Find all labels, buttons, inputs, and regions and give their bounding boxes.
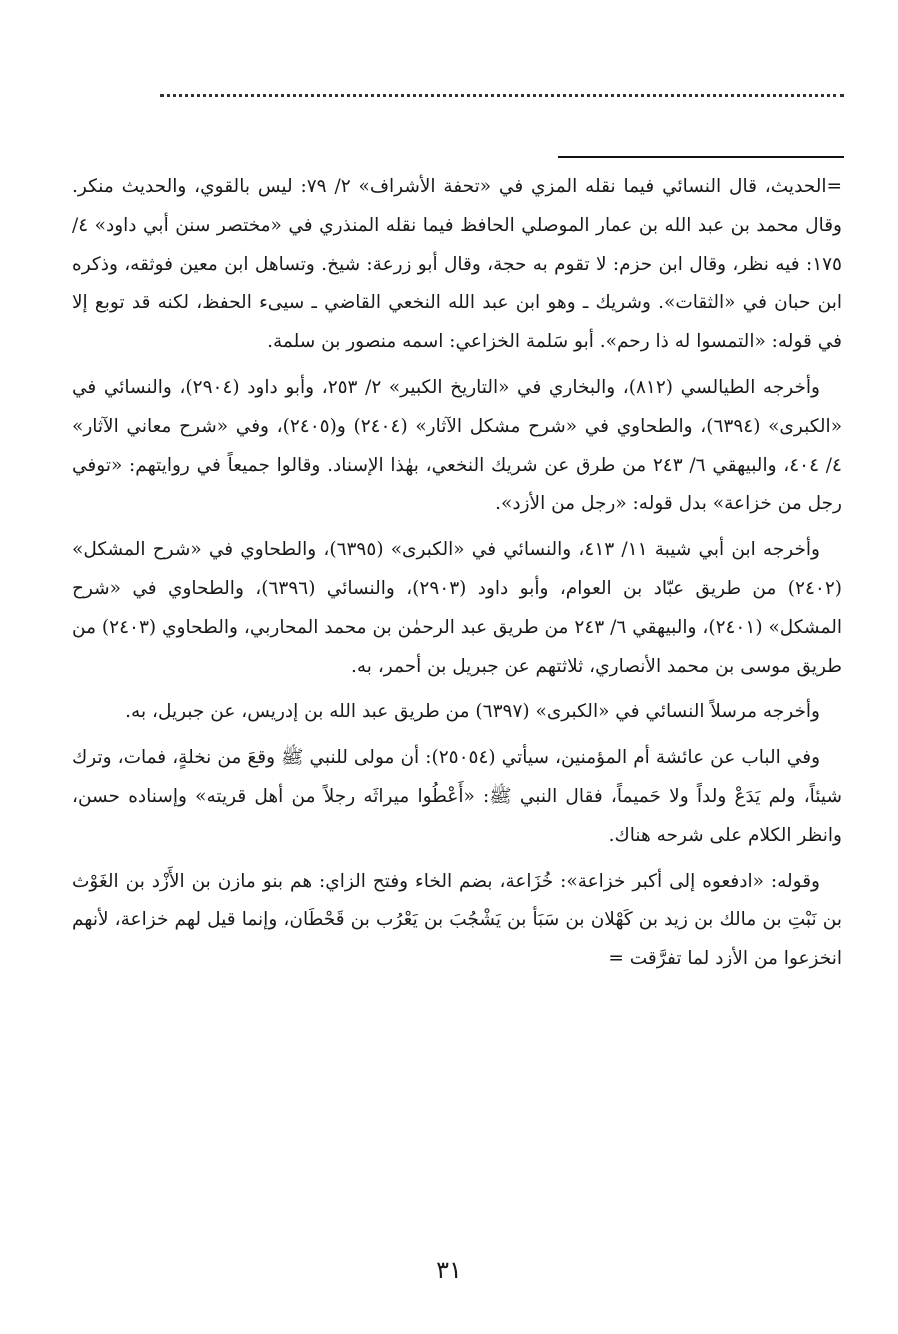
footnote-text-block (72, 168, 842, 986)
footnote-paragraph-1: =الحديث، قال النسائي فيما نقله المزي في «تحفة الأشراف» ٢/ ٧٩: ليس بالقوي، والحديث منكر. وقال محمد بن عبد الله بن عمار الموصلي الحافظ فيما نقله المنذري في «مختصر سنن أبي داود» ٤/ ١٧٥: فيه نظر، وقال ابن حزم: لا تقوم به حجة، وقال أبو زرعة: شيخ. وتساهل ابن معين فوثقه، وذكره ابن حبان في «الثقات». وشريك ـ وهو ابن عبد الله النخعي القاضي ـ سيىء الحفظ، لكنه قد توبع إلا في قوله: «التمسوا له ذا رحم». أبو سَلمة الخزاعي: اسمه منصور بن سلمة. (72, 176, 842, 353)
footnote-paragraph-4: وأخرجه مرسلاً النسائي في «الكبرى» (٦٣٩٧) من طريق عبد الله بن إدريس، عن جبريل، به. (125, 701, 820, 723)
footnote-paragraph-6: وقوله: «ادفعوه إلى أكبر خزاعة»: خُزَاعة، بضم الخاء وفتح الزاي: هم بنو مازن بن الأَزْد بن الغَوْث بن نَبْتِ بن مالك بن زيد بن كَهْلان بن سَبَأ بن يَشْجُبَ بن يَعْرُب بن قَحْطَان، وإنما قيل لهم خزاعة، لأنهم انخزعوا من الأزد لما تفرَّقت = (72, 870, 842, 970)
footnote-paragraph-2: وأخرجه الطيالسي (٨١٢)، والبخاري في «التاريخ الكبير» ٢/ ٢٥٣، وأبو داود (٢٩٠٤)، والنسائي في «الكبرى» (٦٣٩٤)، والطحاوي في «شرح مشكل الآثار» (٢٤٠٤) و(٢٤٠٥)، وفي «شرح معاني الآثار» ٤/ ٤٠٤، والبيهقي ٦/ ٢٤٣ من طرق عن شريك النخعي، بهٰذا الإسناد. وقالوا جميعاً في روايتهم: «توفي رجل من خزاعة» بدل قوله: «رجل من الأزد». (72, 376, 843, 515)
footnote-paragraph-3: وأخرجه ابن أبي شيبة ١١/ ٤١٣، والنسائي في «الكبرى» (٦٣٩٥)، والطحاوي في «شرح المشكل» (٢٤٠٢) من طريق عبّاد بن العوام، وأبو داود (٢٩٠٣)، والنسائي (٦٣٩٦)، والطحاوي في «شرح المشكل» (٢٤٠١)، والبيهقي ٦/ ٢٤٣ من طريق عبد الرحمٰن بن محمد المحاربي، والطحاوي (٢٤٠٣) من طريق موسى بن محمد الأنصاري، ثلاثتهم عن جبريل بن أحمر، به. (72, 539, 842, 677)
footnote-separator-rule (558, 156, 844, 158)
footnote-paragraph-5: وفي الباب عن عائشة أم المؤمنين، سيأتي (٢٥٠٥٤): أن مولى للنبي ﷺ وقعَ من نخلةٍ، فمات، وترك شيئاً، ولم يَدَعْ ولداً ولا حَميماً، فقال النبي ﷺ: «أَعْطُوا ميراثَه رجلاً من أهل قريته» وإسناده حسن، وانظر الكلام على شرحه هناك. (72, 747, 842, 846)
header-dotted-rule (160, 94, 844, 97)
page-number: ٣١ (436, 1256, 462, 1284)
